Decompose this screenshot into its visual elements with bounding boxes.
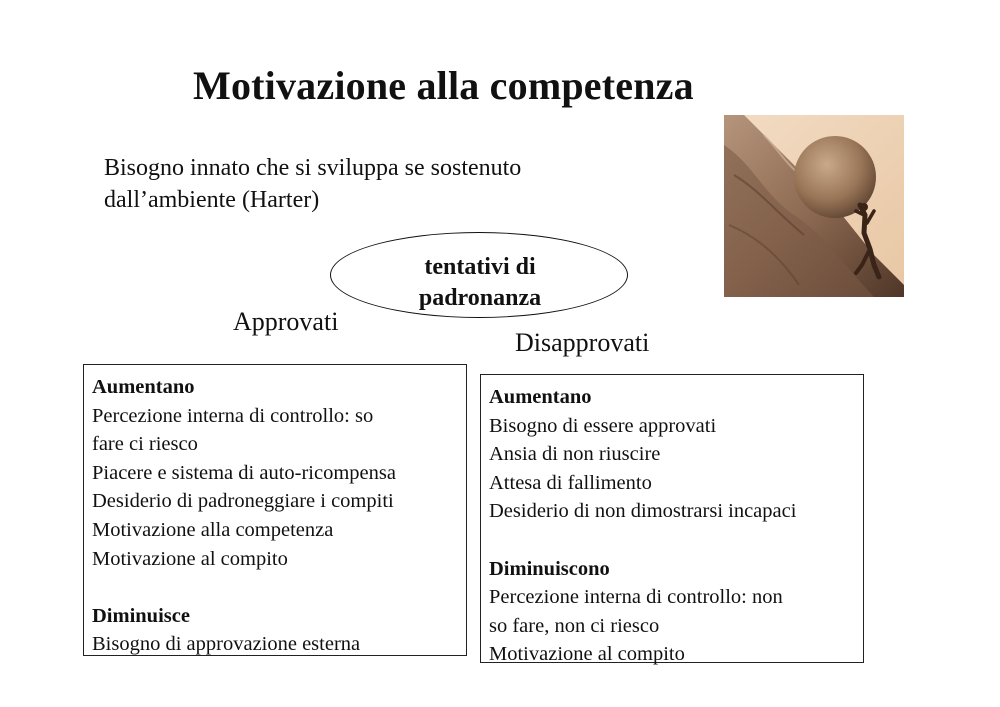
disapproved-label: Disapprovati (515, 328, 650, 357)
box-heading: Diminuiscono (489, 557, 610, 580)
center-label (380, 252, 580, 314)
list-item: Percezione interna di controllo: non (489, 586, 783, 609)
approved-label: Approvati (233, 307, 339, 336)
box-heading: Diminuisce (92, 604, 190, 627)
box-heading: Aumentano (92, 376, 195, 398)
list-item: Percezione interna di controllo: so (92, 404, 374, 427)
list-item: fare ci riesco (92, 433, 198, 456)
intro-line: dall’ambiente (Harter) (104, 187, 320, 213)
center-label-line: padronanza (418, 285, 542, 311)
list-item: so fare, non ci riesco (489, 614, 660, 637)
spacer (92, 573, 458, 602)
approved-box (83, 364, 467, 656)
list-item: Ansia di non riuscire (489, 443, 661, 466)
list-item: Desiderio di non dimostrarsi incapaci (489, 500, 797, 523)
list-item: Bisogno di essere approvati (489, 414, 717, 437)
box-heading: Aumentano (489, 386, 592, 408)
list-item: Motivazione al compito (489, 643, 685, 666)
list-item: Motivazione alla competenza (92, 518, 334, 541)
intro-text (104, 152, 521, 216)
list-item: Bisogno di approvazione esterna (92, 633, 361, 656)
disapproved-box (480, 374, 864, 666)
list-item: Piacere e sistema di auto-ricompensa (92, 461, 396, 484)
sisyphus-photo (724, 115, 904, 297)
sisyphus-illustration (724, 115, 904, 297)
intro-line: Bisogno innato che si sviluppa se sostenuto (104, 155, 522, 181)
list-item: Attesa di fallimento (489, 471, 652, 494)
spacer (489, 526, 855, 555)
slide-title: Motivazione alla competenza (193, 63, 694, 108)
list-item: Desiderio di padroneggiare i compiti (92, 490, 394, 513)
list-item: Motivazione al compito (92, 547, 288, 570)
center-label-line: tentativi di (424, 254, 536, 280)
